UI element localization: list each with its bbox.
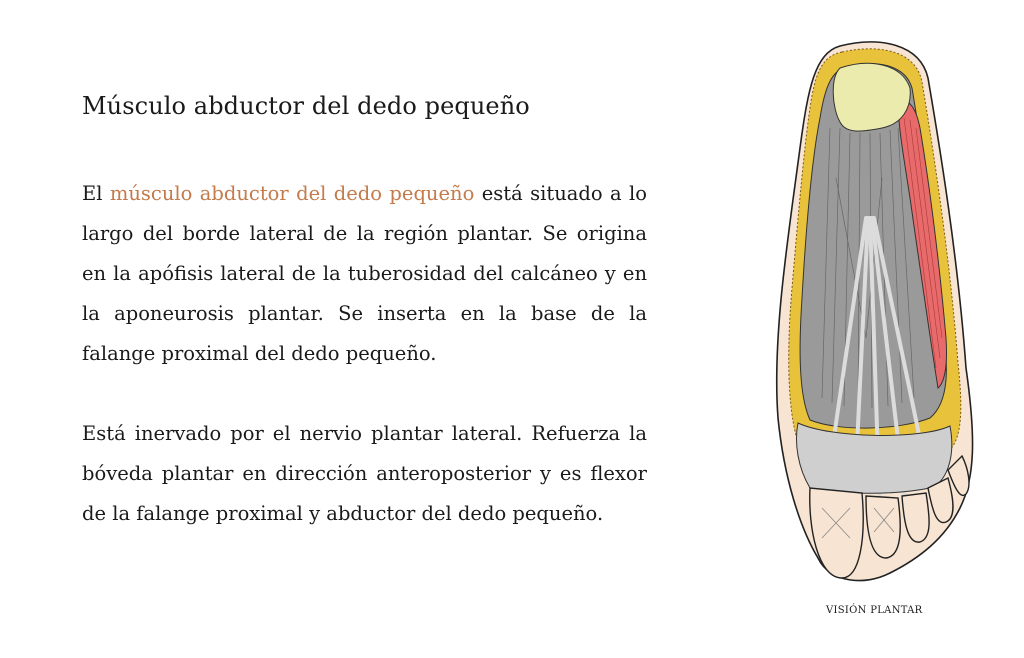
paragraph-1-rest: está situado a lo largo del borde lateral de la región plantar. Se origina en la apófisis lateral de la tuberosidad del calcáneo y en la aponeurosis plantar. Se inserta en la base de la falange proximal del dedo pequeño. <box>82 182 648 365</box>
foot-plantar-illustration <box>770 38 980 588</box>
paragraph-1-lead: El <box>82 182 110 205</box>
description-paragraph-2: Está inervado por el nervio plantar lateral. Refuerza la bóveda plantar en dirección anteroposterior y es flexor de la falange proximal y abductor del dedo pequeño. <box>82 422 647 525</box>
highlighted-term: músculo abductor del dedo pequeño <box>109 182 475 205</box>
text-column <box>82 90 647 534</box>
description-paragraph-1 <box>82 174 647 374</box>
figure-caption: VISIÓN PLANTAR <box>826 605 923 616</box>
page-title: Músculo abductor del dedo pequeño <box>82 92 530 120</box>
